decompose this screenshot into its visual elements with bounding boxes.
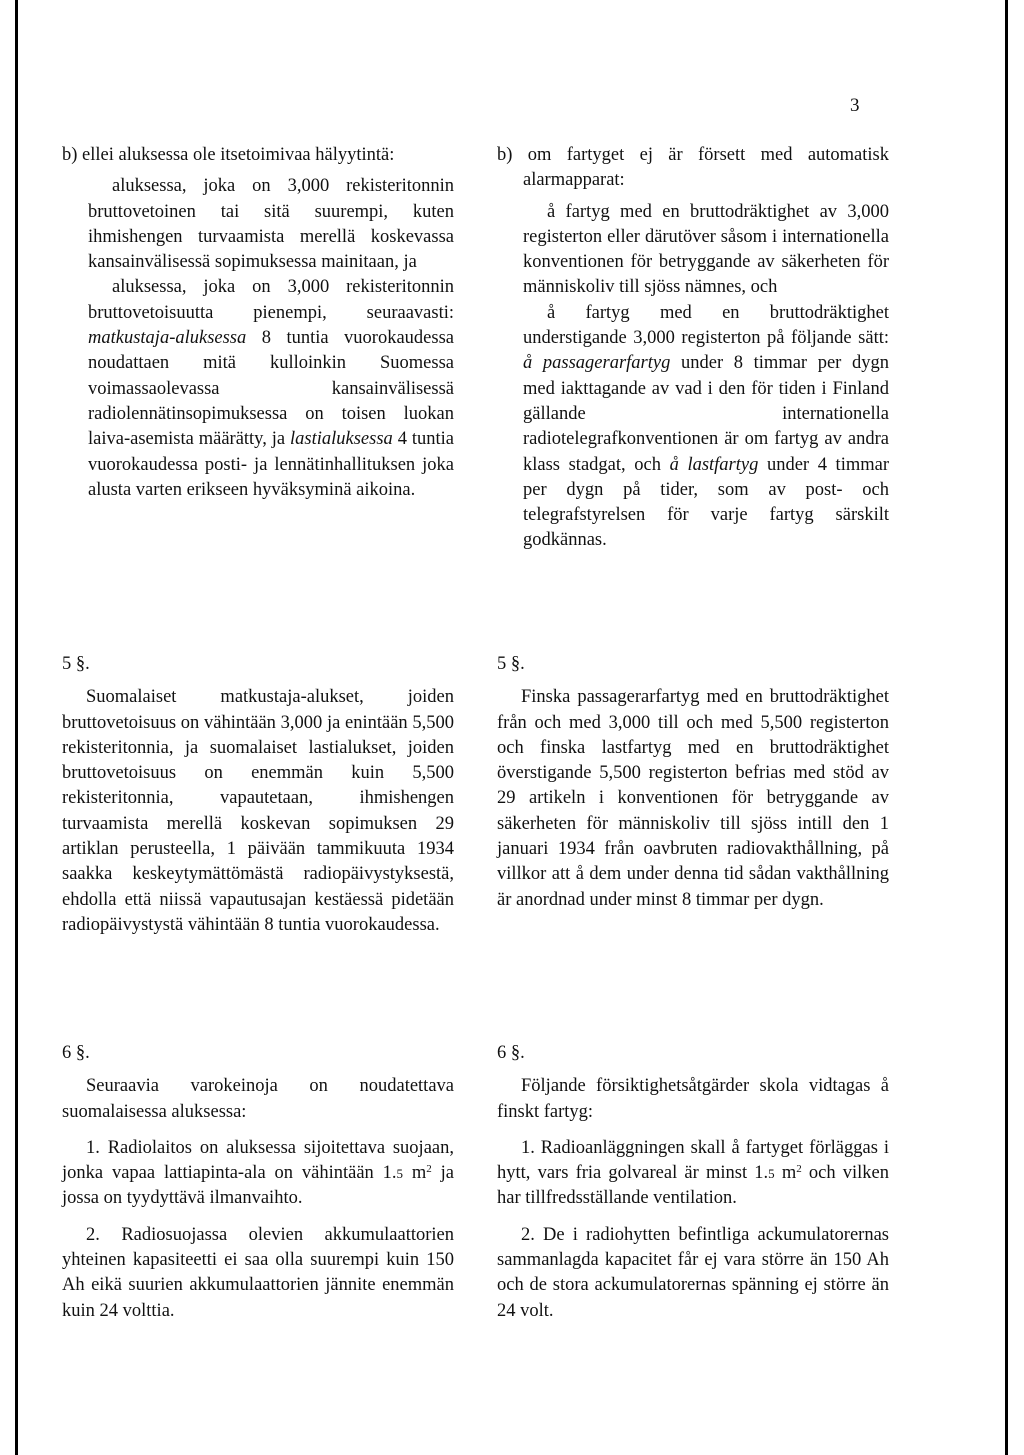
finnish-section-5 [62, 652, 454, 938]
swedish-section-6-item2: 2. De i radiohytten befintliga ackumulatorernas sammanlagda kapacitet får ej vara större än 150 Ah och de stora ackumulatorernas spänning ej större än 24 volt. [497, 1224, 889, 1321]
swedish-section-6-heading: 6 §. [497, 1043, 525, 1063]
swedish-section-6-intro: Följande försiktighetsåtgärder skola vidtagas å finskt fartyg: [497, 1076, 889, 1122]
swedish-section-5-heading: 5 §. [497, 654, 525, 674]
page-edge-right [1005, 0, 1008, 1455]
page-edge-left [15, 0, 18, 1455]
swedish-b-label: b) om fartyget ej är försett med automatisk alarmapparat: [497, 145, 889, 191]
finnish-b-sub2: aluksessa, joka on 3,000 rekisteritonnin bruttovetoisuutta pienempi, seuraavasti: matkustaja-aluksessa 8 tuntia vuorokaudessa noudattaen mitä kulloinkin Suomessa voimassaolevassa kansainvälisessä radiolennätinsopimuksessa on toisen luokan laiva-asemista määrätty, ja lastialuksessa 4 tuntia vuorokaudessa posti- ja lennätinhallituksen joka alusta varten erikseen hyväksyminä aikoina. [88, 277, 454, 500]
finnish-section-5-text: Suomalaiset matkustaja-alukset, joiden bruttovetoisuus on vähintään 3,000 ja enintään 5,500 rekisteritonnia, ja suomalaiset lastialukset, joiden bruttovetoisuus on enemmän kuin 5,500 rekisteritonnia, vapautetaan, ihmishengen turvaamista merellä koskevan sopimuksen 29 artiklan perusteella, 1 päivään tammikuuta 1934 saakka keskeytymättömästä radiopäivystyksestä, ehdolla että niissä vapautusajan kestäessä pidetään radiopäivystystä vähintään 8 tuntia vuorokaudessa. [62, 687, 454, 935]
page-number: 3 [850, 95, 860, 116]
finnish-section-6-heading: 6 §. [62, 1043, 90, 1063]
finnish-section-6-item2: 2. Radiosuojassa olevien akkumulaattorien yhteinen kapasiteetti ei saa olla suurempi kuin 150 Ah eikä suurien akkumulaattorien jännite enemmän kuin 24 volttia. [62, 1224, 454, 1321]
swedish-b-sub2: å fartyg med en bruttodräktighet understigande 3,000 registerton på följande sätt: å passagerarfartyg under 8 timmar per dygn med iakttagande av vad i den för tiden i Finland gällande internationella radiotelegrafkonventionen är om fartyg av andra klass stadgat, och å lastfartyg under 4 timmar per dygn på tider, som av post- och telegrafstyrelsen för varje fartyg särskilt godkännas. [523, 302, 889, 551]
finnish-section-6-item1: 1. Radiolaitos on aluksessa sijoitettava suojaan, jonka vapaa lattiapinta-ala on vähintään 1.5 $m^2$ ja jossa on tyydyttävä ilmanvaihto. [62, 1137, 455, 1209]
swedish-section-6-item1: 1. Radioanläggningen skall å fartyget förläggas i hytt, vars fria golvareal är minst 1.5 $m^2$ och vilken har tillfredsställande ventilation. [497, 1137, 890, 1209]
finnish-b-item [62, 143, 454, 503]
finnish-b-label: b) ellei aluksessa ole itsetoimivaa hälyytintä: [62, 145, 395, 165]
finnish-section-6 [62, 1041, 454, 1324]
swedish-section-6 [497, 1041, 889, 1324]
finnish-b-sub1: aluksessa, joka on 3,000 rekisteritonnin bruttovetoinen tai sitä suurempi, kuten ihmishengen turvaamista merellä koskevassa kansainvälisessä sopimuksessa mainitaan, ja [88, 176, 454, 273]
swedish-section-5-text: Finska passagerarfartyg med en bruttodräktighet från och med 3,000 till och med 5,500 registerton och finska lastfartyg med en bruttodräktighet överstigande 5,500 registerton befrias med stöd av 29 artikeln i konventionen för betryggande av säkerheten för människoliv till sjöss intill den 1 januari 1934 från oavbruten radiovakthållning, på villkor att å dem under denna tid sådan vakthållning är anordnad under minst 8 timmar per dygn. [497, 687, 889, 910]
finnish-section-6-intro: Seuraavia varokeinoja on noudatettava suomalaisessa aluksessa: [62, 1076, 454, 1122]
swedish-b-item [497, 143, 889, 554]
finnish-section-5-heading: 5 §. [62, 654, 90, 674]
swedish-section-5 [497, 652, 889, 913]
swedish-b-sub1: å fartyg med en bruttodräktighet av 3,000 registerton eller därutöver såsom i internationella konventionen för betryggande av säkerheten för människoliv till sjöss nämnes, och [523, 201, 889, 298]
